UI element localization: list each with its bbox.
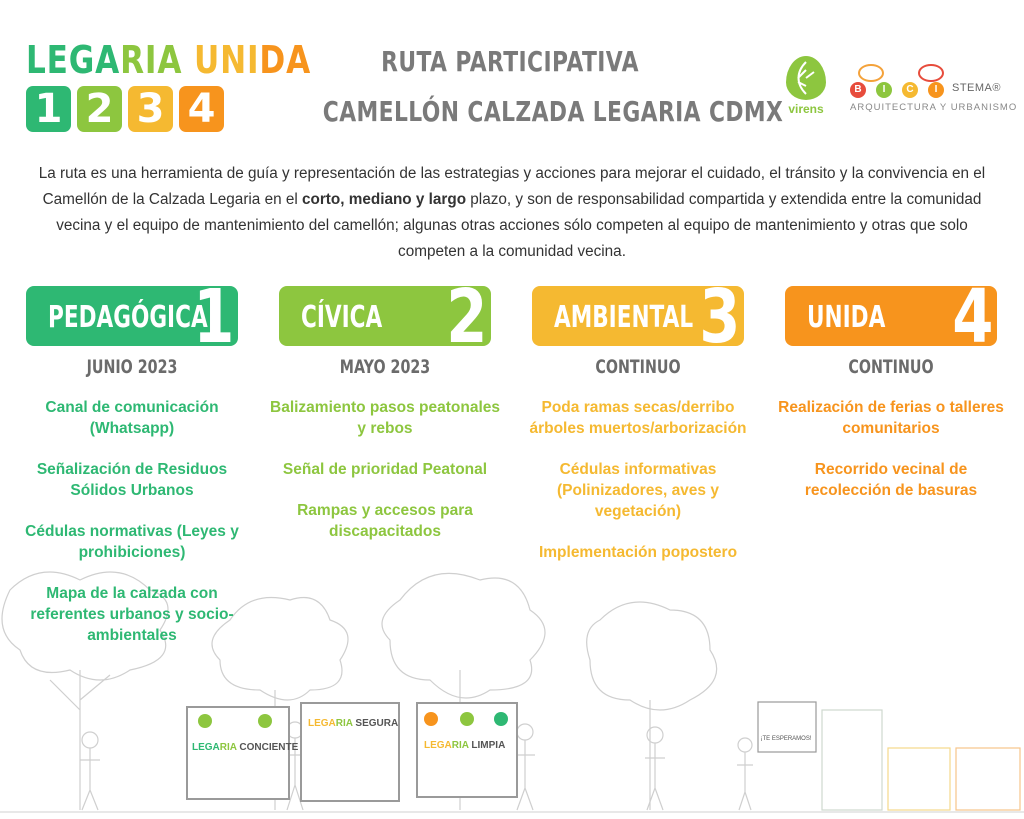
intro-text-1: La ruta es una herramienta de guía y representación de las estrategias y acciones para mejorar el cuidado, el tránsito y la convivencia en el Camellón de la Calzada Legaria en el bbox=[38, 165, 986, 208]
container-icon bbox=[956, 748, 1020, 810]
logo-part: DA bbox=[259, 38, 312, 82]
intro-text-2: plazo, y son de responsabilidad compartida y extendida entre la comunidad vecina y el equipo de mantenimiento del camellón; algunas otras acciones sólo competen al equipo de mantenimiento y otras que solo competen a la comunidad vecina. bbox=[56, 191, 982, 260]
person-icon bbox=[738, 738, 752, 752]
sign-title bbox=[308, 718, 398, 729]
tree-icon bbox=[587, 602, 717, 710]
sign-title-part: SEGURA bbox=[352, 718, 399, 729]
route-item: Realización de ferias o talleres comunitarios bbox=[778, 399, 1004, 437]
route-items-civica bbox=[267, 397, 503, 562]
logo-number-1: 1 bbox=[26, 86, 71, 132]
route-pill-ambiental bbox=[532, 286, 744, 346]
route-date: CONTINUO bbox=[595, 356, 681, 378]
tree-icon bbox=[382, 573, 545, 698]
sign-title bbox=[192, 742, 298, 753]
virens-leaf-icon bbox=[786, 56, 826, 100]
route-label: PEDAGÓGICA bbox=[48, 300, 208, 335]
logo-number-2: 2 bbox=[77, 86, 122, 132]
route-date: MAYO 2023 bbox=[339, 356, 431, 378]
sign-legaria-segura bbox=[300, 702, 400, 802]
bici-suffix: STEMA® bbox=[952, 82, 1001, 94]
intro-text-bold: corto, mediano y largo bbox=[302, 191, 467, 208]
route-item: Señalización de Residuos Sólidos Urbanos bbox=[36, 461, 228, 499]
route-items-pedagogica bbox=[14, 397, 250, 666]
route-number: 1 bbox=[192, 286, 234, 346]
person-icon bbox=[517, 724, 533, 740]
route-item: Cédulas informativas (Polinizadores, aves y vegetación) bbox=[557, 461, 719, 520]
route-item: Canal de comunicación (Whatsapp) bbox=[45, 399, 219, 437]
logo-part: RIA bbox=[120, 38, 194, 82]
sign-title-part: RIA bbox=[335, 718, 353, 729]
sign-icon bbox=[258, 714, 272, 728]
bicycle-icon bbox=[858, 64, 884, 82]
sign-title-part: CONCIENTE bbox=[236, 742, 299, 753]
sign-title-part: RIA bbox=[451, 740, 469, 751]
logo-part: UNI bbox=[193, 38, 260, 82]
sign-title-part: LEGA bbox=[308, 718, 336, 729]
bici-letter: I bbox=[928, 82, 944, 98]
logo-number-3: 3 bbox=[128, 86, 173, 132]
sign-title-part: RIA bbox=[219, 742, 237, 753]
sign-icon bbox=[424, 712, 438, 726]
sign-title-part: LEGA bbox=[424, 740, 452, 751]
sign-icon bbox=[198, 714, 212, 728]
sign-icon bbox=[460, 712, 474, 726]
route-number: 3 bbox=[698, 286, 740, 346]
bici-letter: C bbox=[902, 82, 918, 98]
person-icon bbox=[82, 732, 98, 748]
route-item: Recorrido vecinal de recolección de basuras bbox=[804, 461, 978, 499]
bici-letter: I bbox=[876, 82, 892, 98]
sign-title-part: LEGA bbox=[192, 742, 220, 753]
route-date: CONTINUO bbox=[848, 356, 934, 378]
route-item: Poda ramas secas/derribo árboles muertos/arborización bbox=[529, 399, 747, 437]
route-label: UNIDA bbox=[807, 300, 886, 335]
legaria-unida-logo-title bbox=[26, 38, 311, 82]
route-label: AMBIENTAL bbox=[554, 300, 694, 335]
route-item: Mapa de la calzada con referentes urbanos y socio-ambientales bbox=[30, 585, 234, 644]
container-icon bbox=[888, 748, 950, 810]
route-date: JUNIO 2023 bbox=[86, 356, 178, 378]
sign-legaria-consciente bbox=[186, 706, 299, 800]
sign-title bbox=[424, 740, 505, 751]
route-number: 2 bbox=[445, 286, 487, 346]
sign-legaria-limpia bbox=[416, 702, 518, 798]
logo-numbers bbox=[26, 86, 224, 132]
route-number: 4 bbox=[951, 286, 993, 346]
sign-te-esperamos: ¡TE ESPERAMOS! bbox=[760, 736, 812, 742]
route-item: Cédulas normativas (Leyes y prohibiciones) bbox=[25, 523, 239, 561]
bicycle-icon bbox=[918, 64, 944, 82]
route-items-ambiental bbox=[520, 397, 756, 583]
intro-paragraph bbox=[26, 161, 998, 265]
route-pill-pedagogica bbox=[26, 286, 238, 346]
trash-bin-icon bbox=[822, 710, 882, 810]
virens-logo-text: virens bbox=[788, 102, 824, 116]
route-item: Balizamiento pasos peatonales y rebos bbox=[270, 399, 500, 437]
route-pill-unida bbox=[785, 286, 997, 346]
route-label: CÍVICA bbox=[301, 300, 383, 335]
bicistema-logo bbox=[848, 62, 1018, 122]
route-item: Implementación popostero bbox=[538, 544, 738, 561]
info-board-icon bbox=[758, 702, 816, 752]
header-title-line-1: RUTA PARTICIPATIVA bbox=[381, 45, 639, 78]
sign-icon bbox=[494, 712, 508, 726]
route-item: Rampas y accesos para discapacitados bbox=[297, 502, 473, 540]
route-item: Señal de prioridad Peatonal bbox=[282, 461, 488, 478]
bici-subtitle: ARQUITECTURA Y URBANISMO bbox=[850, 102, 1018, 113]
logo-part: LEGA bbox=[26, 38, 121, 82]
route-items-unida bbox=[773, 397, 1009, 521]
logo-number-4: 4 bbox=[179, 86, 224, 132]
bici-letter: B bbox=[850, 82, 866, 98]
header-title-line-2: CAMELLÓN CALZADA LEGARIA CDMX bbox=[322, 95, 784, 128]
route-pill-civica bbox=[279, 286, 491, 346]
sign-title-part: LIMPIA bbox=[468, 740, 506, 751]
